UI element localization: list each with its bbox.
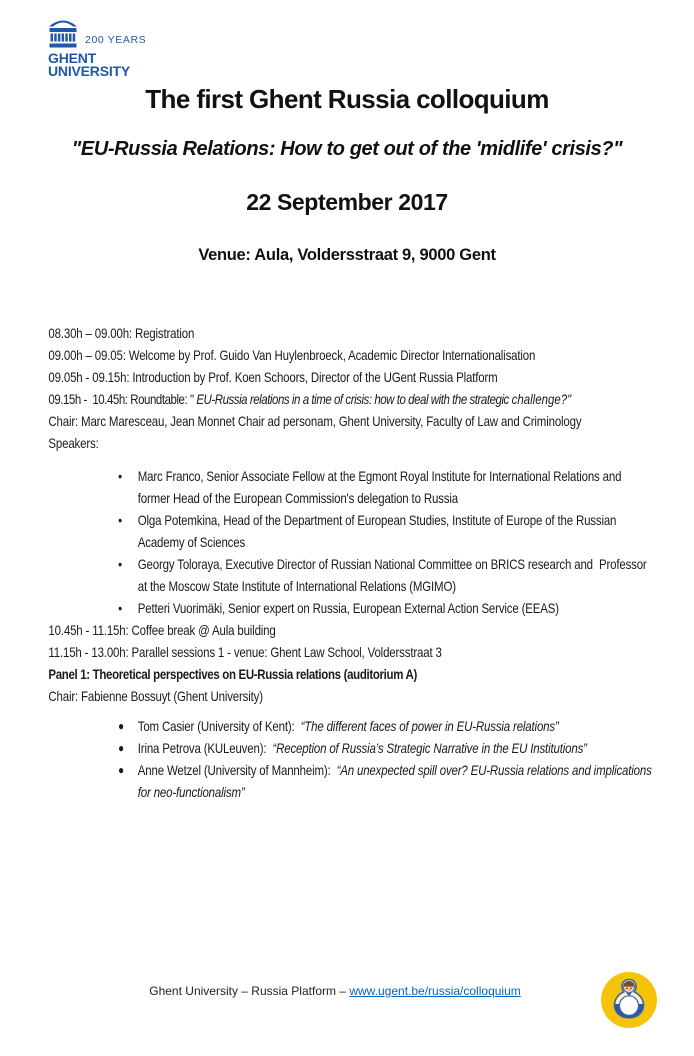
speaker-item bbox=[118, 465, 659, 509]
speaker-text: Olga Potemkina, Head of the Department of European Studies, Institute of Europe of the Russian Academy of Sciences bbox=[137, 512, 619, 550]
roundtable-quote-end: challenge?" bbox=[511, 391, 572, 407]
bullet-icon: • bbox=[118, 600, 122, 616]
bullet-icon: ● bbox=[118, 741, 124, 755]
talk-item bbox=[118, 759, 659, 803]
talk-text bbox=[138, 737, 587, 759]
logo-ghent-text: GHENT bbox=[48, 50, 97, 66]
talk-item bbox=[118, 715, 659, 737]
roundtable-chair: Chair: Marc Maresceau, Jean Monnet Chair ad personam, Ghent University, Faculty of Law and Criminology bbox=[48, 413, 582, 429]
speaker-text: Petteri Vuorimäki, Senior expert on Russia, European External Action Service (EEAS) bbox=[137, 600, 559, 616]
talk-title: “An unexpected spill over? EU-Russia relations and implications for neo-functionalism” bbox=[137, 762, 655, 800]
schedule-item-introduction: 09.05h - 09.15h: Introduction by Prof. Koen Schoors, Director of the UGent Russia Platform bbox=[48, 369, 498, 385]
bullet-icon: ● bbox=[118, 763, 124, 777]
panel1-title: Panel 1: Theoretical perspectives on EU-Russia relations (auditorium A) bbox=[48, 666, 418, 682]
ghent-university-logo bbox=[48, 14, 146, 77]
colloquium-subtitle: "EU-Russia Relations: How to get out of the 'midlife' crisis?" bbox=[71, 138, 623, 160]
footer-text: Ghent University – Russia Platform – bbox=[149, 984, 350, 998]
schedule-item-registration: 08.30h – 09.00h: Registration bbox=[48, 325, 195, 341]
talk-item bbox=[118, 737, 659, 759]
bullet-icon: • bbox=[118, 512, 122, 528]
talk-speaker: Tom Casier (University of Kent): bbox=[137, 718, 301, 734]
bullet-icon: • bbox=[118, 556, 122, 572]
speaker-text: Marc Franco, Senior Associate Fellow at the Egmont Royal Institute for International Relations and former Head of the European Commission's delegation to Russia bbox=[137, 468, 625, 506]
speaker-text: Georgy Toloraya, Executive Director of Russian National Committee on BRICS research and Professor at the Moscow State Institute of International Relations (MGIMO) bbox=[137, 556, 650, 594]
roundtable-quote: EU-Russia relations in a time of crisis: how to deal with the strategic bbox=[196, 391, 512, 407]
footer-link[interactable]: www.ugent.be/russia/colloquium bbox=[349, 984, 521, 998]
schedule-item-parallel-sessions: 11.15h - 13.00h: Parallel sessions 1 - venue: Ghent Law School, Voldersstraat 3 bbox=[48, 644, 442, 660]
logo-university-text: UNIVERSITY bbox=[48, 62, 131, 79]
matryoshka-icon bbox=[601, 972, 657, 1028]
roundtable-time-label: 09.15h - 10.45h: Roundtable: " bbox=[48, 391, 197, 407]
talk-speaker: Irina Petrova (KULeuven): bbox=[137, 740, 273, 756]
page-footer bbox=[0, 984, 694, 998]
logo-200-years-label: 200 YEARS bbox=[85, 34, 147, 46]
talk-speaker: Anne Wetzel (University of Mannheim): bbox=[137, 762, 337, 778]
bullet-icon: • bbox=[118, 468, 122, 484]
schedule-item-coffee-break: 10.45h - 11.15h: Coffee break @ Aula building bbox=[48, 622, 276, 638]
panel1-talks-list bbox=[118, 715, 659, 803]
bullet-icon: ● bbox=[118, 719, 124, 733]
schedule-item-roundtable bbox=[48, 388, 659, 410]
speaker-item bbox=[118, 509, 659, 553]
schedule-item-welcome: 09.00h – 09.05: Welcome by Prof. Guido Van Huylenbroeck, Academic Director Internationalisation bbox=[48, 347, 536, 363]
speaker-item bbox=[118, 553, 659, 597]
talk-text bbox=[138, 715, 559, 737]
talk-text bbox=[138, 759, 660, 803]
page-title: The first Ghent Russia colloquium bbox=[145, 84, 549, 114]
panel1-chair: Chair: Fabienne Bossuyt (Ghent University) bbox=[48, 688, 263, 704]
university-temple-icon bbox=[48, 14, 78, 48]
speaker-item bbox=[118, 597, 659, 619]
event-date: 22 September 2017 bbox=[246, 189, 448, 215]
programme-schedule bbox=[0, 322, 694, 803]
speakers-list bbox=[118, 465, 659, 619]
speakers-label: Speakers: bbox=[48, 435, 99, 451]
talk-title: “Reception of Russia’s Strategic Narrative in the EU Institutions” bbox=[272, 740, 587, 756]
event-venue: Venue: Aula, Voldersstraat 9, 9000 Gent bbox=[198, 246, 496, 264]
talk-title: “The different faces of power in EU-Russia relations” bbox=[300, 718, 559, 734]
